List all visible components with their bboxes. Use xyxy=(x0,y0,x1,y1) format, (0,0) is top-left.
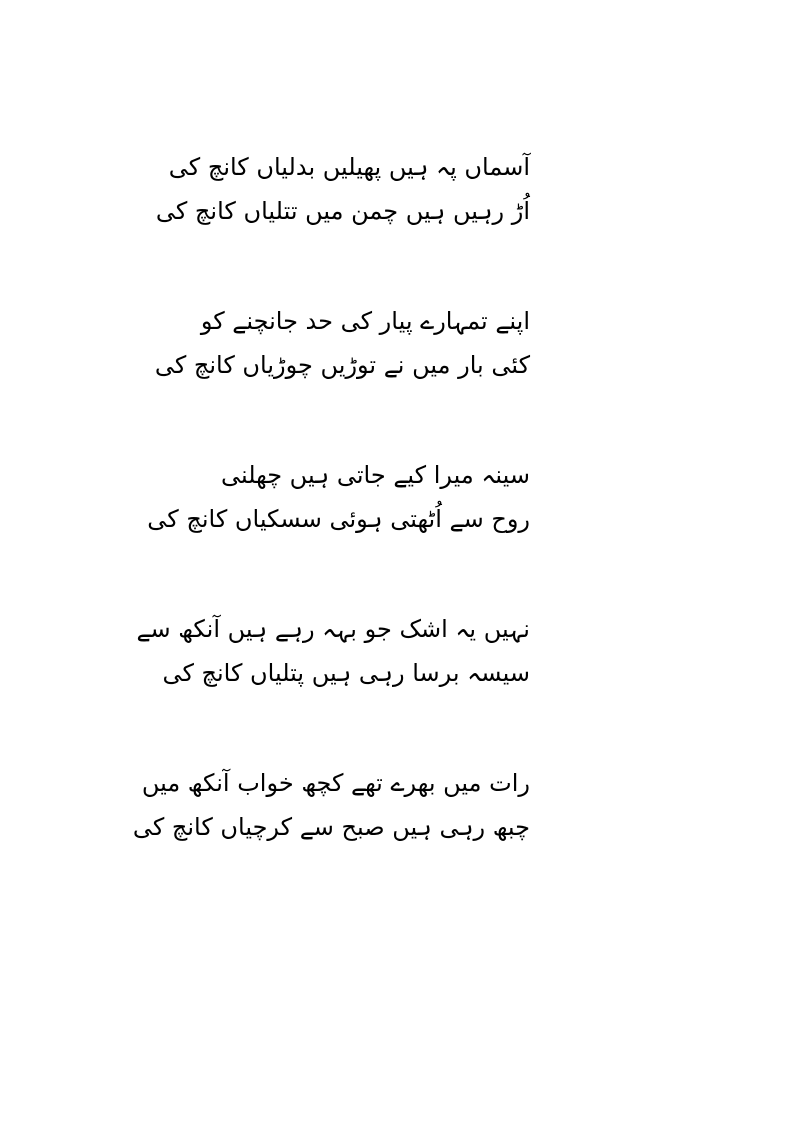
poem-line: کئی بار میں نے توڑیں چوڑیاں کانچ کی xyxy=(154,351,530,379)
poem-line: نہیں یہ اشک جو بہہ رہے ہیں آنکھ سے xyxy=(136,615,530,643)
poem-line: روح سے اُٹھتی ہوئی سسکیاں کانچ کی xyxy=(147,505,530,533)
stanza-2 xyxy=(154,304,530,386)
stanza-1 xyxy=(155,150,530,232)
stanza-4 xyxy=(136,612,530,694)
stanza-5 xyxy=(132,766,530,848)
poem-line: سینہ میرا کیے جاتی ہیں چھلنی xyxy=(220,461,530,489)
poem-line: آسماں پہ ہیں پھیلیں بدلیاں کانچ کی xyxy=(168,153,530,181)
poem-line: رات میں بھرے تھے کچھ خواب آنکھ میں xyxy=(141,769,530,797)
poem-line: اُڑ رہیں ہیں چمن میں تتلیاں کانچ کی xyxy=(155,197,530,225)
poem-line: اپنے تمہارے پیار کی حد جانچنے کو xyxy=(200,307,530,335)
urdu-poem xyxy=(132,150,530,920)
poem-line: سیسہ برسا رہی ہیں پتلیاں کانچ کی xyxy=(162,659,530,687)
poem-line: چبھ رہی ہیں صبح سے کرچیاں کانچ کی xyxy=(132,813,530,841)
stanza-3 xyxy=(147,458,530,540)
